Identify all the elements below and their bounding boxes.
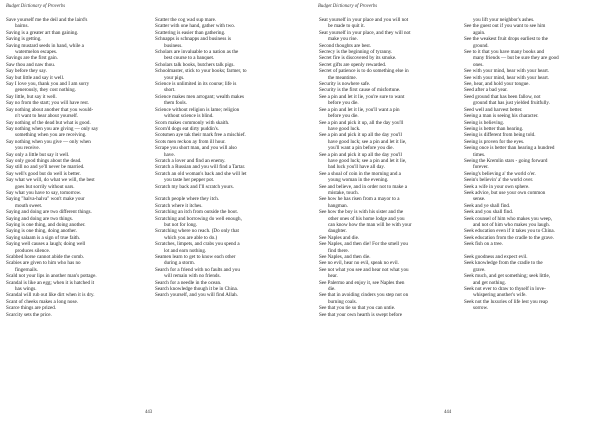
proverb-line: daughter. [328, 228, 347, 235]
proverb-line: Seeing a man is seeing his character. [464, 113, 539, 120]
proverb-line: has wings. [15, 286, 37, 293]
proverb-line: Saying well causes a laugh; doing well [6, 241, 86, 248]
proverb-line: Scald not your lips in another man's pottage. [6, 273, 97, 280]
proverb-line: Seeing is better than hearing. [464, 125, 524, 132]
proverb-line: forever. [473, 164, 489, 171]
proverb-line: sense. [473, 196, 486, 203]
proverb-line: Saving mustard seeds in hand, while a [6, 42, 84, 49]
proverb-line: Search for a friend with no faults and you [155, 266, 240, 273]
proverb-line: See a shoal of coin in the morning and a [319, 170, 401, 177]
proverb-line: have good luck; see a pin and let it lie, [328, 138, 407, 145]
proverb-line: you lift your neighbor's ashes. [473, 17, 535, 23]
proverb-line: Say I love you, thank you and I am sorry [6, 81, 90, 88]
proverb-line: generously, they cost nothing. [15, 87, 76, 94]
proverb-line: Say what we will, do what we will, the best [6, 177, 95, 184]
proverb-line: Seek education even if it takes you to China. [464, 228, 555, 235]
proverb-line: Secret fire is discovered by its smoke. [319, 55, 397, 62]
proverb-line: before you die. [328, 100, 359, 107]
proverb-line: goes but sorrily without oars. [15, 183, 75, 190]
proverb-line: Scatter with one hand, gather with two. [155, 23, 236, 30]
proverb-line: Scratches, limpets, and crabs you spend a [155, 241, 240, 248]
proverb-line: have. [164, 151, 175, 158]
proverb-line: Scorn makes commonly with skaith. [155, 119, 230, 126]
proverb-line: watermelon escapes. [15, 49, 58, 56]
proverb-line: Scratch an old woman's back and she will let [155, 170, 247, 177]
proverb-line: Seeing the Kremlin stars - going forward [464, 157, 548, 164]
proverb-line: will remain with no friends. [164, 273, 221, 280]
proverb-line: Second thoughts are best. [319, 42, 372, 49]
proverb-line: Security is nowhere safe. [319, 81, 371, 88]
proverb-line: can know how the man will be with your [328, 222, 412, 228]
proverb-line: Saying is one thing, and doing another. [6, 222, 86, 228]
proverb-line: you receive. [15, 145, 40, 152]
proverb-line: times. [473, 151, 486, 158]
proverb-line: Seed after a bad year. [464, 87, 508, 94]
proverb-line: Seat yourself in your place and you will not [319, 17, 409, 23]
proverb-line: See with your mind, hear with your heart. [464, 68, 550, 75]
proverb-line: whispering another's wife. [473, 292, 527, 299]
proverb-line: Say nothing about another that you would- [6, 106, 94, 113]
proverb-line: See the weakest fruit drops earliest to the [464, 36, 548, 43]
proverb-line: See and believe, and in order not to make a [319, 183, 407, 190]
proverb-line: Scabbed horse cannot abide the comb. [6, 254, 85, 261]
proverb-line: Scholars are invaluable to a nation as the [155, 49, 239, 56]
proverb-line: many friends — but be sure they are good [473, 55, 559, 62]
proverb-line: Saying "halva-halva" won't make your [6, 196, 85, 203]
proverb-line: n't want to hear about yourself. [15, 113, 79, 120]
proverb-line: make you rise. [328, 36, 358, 43]
proverb-line: Saving is a greater art than gaining. [6, 29, 79, 36]
proverb-line: Scandal will rub out like dirt when it is dry. [6, 292, 95, 299]
proverb-line: Science without religion is lame; religion [155, 106, 240, 113]
proverb-line: Say what you have to say, tomorrow. [6, 189, 82, 196]
proverb-line: burning coals. [328, 298, 357, 305]
proverb-line: Say only good things about the dead. [6, 157, 82, 164]
proverb-line: Seek not the luxuries of life lest you reap [464, 298, 548, 305]
proverb-line: Seek advice, but use your own common [464, 189, 546, 196]
proverb-line: Seek much, and get something; seek little, [464, 273, 551, 280]
proverb-line: business. [164, 42, 183, 49]
proverb-line: Scholars talk books, butchers talk pigs. [155, 61, 235, 68]
proverb-line: See Palermo and enjoy it, see Naples then [319, 279, 405, 286]
proverb-line: ground. [473, 42, 489, 49]
proverb-line: Seed well and harvest better. [464, 106, 523, 113]
proverb-line: have good luck. [328, 125, 361, 132]
proverb-line: and not of him who makes you laugh. [473, 222, 550, 228]
page-number: 443 [145, 410, 153, 415]
proverb-line: See the guest out if you want to see him [464, 23, 546, 30]
proverb-line: Search knowledge though it be in China. [155, 286, 239, 293]
proverb-line: mistake, touch. [328, 189, 359, 196]
proverb-line: Scratch my back and I'll scratch yours. [155, 183, 234, 190]
page-number: 444 [444, 410, 452, 415]
proverb-line: See not what you see and hear not what you [319, 266, 409, 273]
proverb-line: Seed ground that has been fallow, not [464, 93, 541, 100]
proverb-line: Science makes men arrogant; wealth makes [155, 93, 244, 100]
proverb-line: Science is unlimited in its course; life is [155, 81, 237, 88]
proverb-line: them fools. [164, 100, 187, 107]
proverb-line: See Naples, and then die! For the smell you [319, 241, 408, 248]
proverb-line: Saw thou and naw thou. [6, 61, 56, 68]
proverb-line: Savings are the first gain. [6, 55, 58, 62]
proverb-line: Say still no and ye'll never be married. [6, 164, 85, 171]
proverb-line: which you are able to do.) [164, 234, 218, 241]
running-header: Budget Dictionary of Proverbs [318, 4, 378, 9]
proverb-line: Say only a little but say it well. [6, 151, 70, 158]
proverb-line: See a pin and pick it up all the day you'll [319, 151, 402, 158]
proverb-line: Seeing is believing. [464, 119, 505, 126]
proverb-line: See how he has risen from a mayor to a [319, 196, 400, 203]
proverb-line: See Naples and die. [319, 234, 360, 241]
right-page [300, 0, 600, 424]
proverb-line: Scratch where it itches. [155, 202, 203, 209]
proverb-line: See a pin and pick it up all the day you'll [319, 132, 402, 139]
proverb-line: Secret gifts are openly rewarded. [319, 61, 387, 68]
proverb-line: Scarce things are prized. [6, 305, 57, 312]
proverb-line: Scratching an itch from outside the boot. [155, 209, 239, 216]
proverb-line: lot and earn nothing. [164, 247, 207, 254]
proverb-line: See how the boy is with his sister and the [319, 209, 404, 216]
proverb-line: See that your own hearth is swept before [319, 311, 403, 318]
proverb-line: Scratch a lover and find an enemy. [155, 157, 226, 164]
proverb-line: during a storm. [164, 260, 195, 267]
proverb-line: the meantime. [328, 74, 357, 81]
proverb-line: grave. [473, 266, 486, 273]
proverb-line: mouth sweet. [15, 202, 43, 209]
proverb-line: before you die. [328, 113, 359, 120]
proverb-line: fingernails. [15, 266, 39, 273]
proverb-line: Schnapps is schnapps and business is [155, 36, 231, 43]
proverb-line: See Naples, and then die. [319, 254, 371, 261]
proverb-line: something when you are receiving. [15, 132, 87, 139]
proverb-line: Scorn'd dogs eat dirty puddin's. [155, 125, 219, 132]
proverb-line: Say little, but say it well. [6, 93, 57, 100]
proverb-line: Seeing's believing a' the world o'er. [464, 170, 536, 177]
proverb-line: Saying and doing are two different things. [6, 209, 92, 216]
right-page-column-2 [464, 17, 598, 312]
proverb-line: Scatter the cog wad sup mare. [155, 17, 217, 23]
proverb-line: best course to a banquet. [164, 55, 215, 62]
right-page-column-1 [319, 17, 453, 318]
proverb-line: bairns. [15, 23, 29, 30]
proverb-line: Scrape you short man, and you will also [155, 145, 237, 152]
proverb-line: Say no from the start; you will have rest. [6, 100, 90, 107]
proverb-line: Scattering is easier than gathering. [155, 29, 226, 36]
running-header: Budget Dictionary of Proverbs [6, 4, 66, 9]
proverb-line: Scotsmen aye tak their mark free a mischief. [155, 132, 246, 139]
proverb-line: Scratch people where they itch. [155, 196, 220, 203]
proverb-line: other ones of his home lodge and you [328, 215, 405, 222]
proverb-line: Saying and doing are two things. [6, 215, 74, 222]
proverb-line: See a pin and let it lie, you're sure to want [319, 93, 405, 100]
proverb-line: young woman in the evening. [328, 177, 389, 184]
proverb-line: Seamen learn to get to know each other [155, 254, 236, 261]
proverb-line: be made to quit it. [328, 23, 365, 30]
proverb-line: sorrow. [473, 305, 489, 312]
proverb-line: ground that has just yielded fruitfully. [473, 100, 550, 107]
proverb-line: Search yourself, and you will find Allah. [155, 292, 238, 299]
proverb-line: without science is blind. [164, 113, 214, 120]
proverb-line: Secret of patience is to do something else in [319, 68, 409, 75]
proverb-line: Seek and you shall find. [464, 209, 514, 216]
proverb-line: hangman. [328, 202, 348, 209]
proverb-line: hear. [328, 273, 338, 280]
proverb-line: Seek knowledge from the cradle to the [464, 260, 543, 267]
proverb-line: Seat yourself in your place, and they will not [319, 29, 411, 36]
proverb-line: Scratch a Russian and you will find a Tartar. [155, 164, 246, 171]
proverb-line: Saying is one thing, doing another. [6, 228, 77, 235]
proverb-line: Saving is getting. [6, 36, 42, 43]
proverb-line: Scant of cheeks makes a long nose. [6, 298, 78, 305]
proverb-line: Scandal is like an egg; when it is hatched it [6, 279, 95, 286]
proverb-line: Say nothing of the dead but what is good. [6, 119, 91, 126]
proverb-line: short. [164, 87, 176, 94]
proverb-line: ones. [473, 61, 484, 68]
proverb-line: Say nothing when you give — only when [6, 138, 91, 145]
proverb-line: See, hear, and hold your tongue. [464, 81, 530, 88]
proverb-line: Scabies are given to him who has no [6, 260, 81, 267]
proverb-line: Security is the first cause of misfortune. [319, 87, 401, 94]
proverb-line: See a pin and let it lie, you'll want a pin [319, 106, 400, 113]
proverb-line: die. [328, 286, 336, 293]
proverb-line: Seek a wife in your own sphere. [464, 183, 530, 190]
proverb-line: Seeing is different from being told. [464, 132, 536, 139]
proverb-line: Seein's believin' a' the world over. [464, 177, 534, 184]
proverb-line: again. [473, 29, 486, 36]
left-page-column-2 [155, 17, 289, 299]
proverb-line: Search for a needle in the ocean. [155, 279, 222, 286]
proverb-line: Seek not ever to draw to thyself in love- [464, 286, 546, 293]
proverb-line: Say but little and say it well. [6, 74, 65, 81]
proverb-line: and get nothing. [473, 279, 506, 286]
proverb-line: Seek education from the cradle to the grave. [464, 234, 554, 241]
proverb-line: Say well's good but do well is better. [6, 170, 81, 177]
proverb-line: but not for long. [164, 222, 198, 228]
proverb-line: Seek counsel of him who makes you weep, [464, 215, 552, 222]
proverb-line: Schoolmaster, stick to your books; farmer, to [155, 68, 247, 75]
proverb-line: Say before they say. [6, 68, 47, 75]
proverb-line: See no evil, hear no evil, speak no evil. [319, 260, 399, 267]
proverb-line: Seeing once is better than hearing a hundred [464, 145, 555, 152]
proverb-line: Scots men reckon ay from ill hour. [155, 138, 226, 145]
proverb-line: Scarcity sets the price. [6, 311, 52, 318]
proverb-line: Seek fish on a tree. [464, 241, 503, 248]
proverb-line: Scratching and borrowing do well enough, [155, 215, 242, 222]
proverb-line: See a pin and pick it up, all the day you'll [319, 119, 404, 126]
proverb-line: bad luck you'll have all day. [328, 164, 385, 171]
proverb-line: Save yourself me the deil and the laird's [6, 17, 88, 23]
proverb-line: your pigs. [164, 74, 185, 81]
proverb-line: See to it that you have many books and [464, 49, 545, 56]
proverb-line: you'll want a pin before you die. [328, 145, 394, 152]
proverb-line: have good luck; see a pin and let it lie, [328, 157, 407, 164]
proverb-line: Seek goodness and expect evil. [464, 254, 528, 261]
proverb-line: you taste her pepper pot. [164, 177, 215, 184]
proverb-line: Seeing is proven for the eyes. [464, 138, 525, 145]
proverb-line: find there. [328, 247, 349, 254]
proverb-line: Saying salaam is a sign of true faith. [6, 234, 81, 241]
left-page-column-1 [6, 17, 140, 318]
proverb-line: See with your mind, hear with your heart. [464, 74, 550, 81]
proverb-line: produces silence. [15, 247, 51, 254]
proverb-line: Say nothing when you are giving — only say [6, 125, 99, 132]
proverb-line: See that you tie so that you can untie. [319, 305, 396, 312]
proverb-line: Secrecy is the beginning of tyranny. [319, 49, 393, 56]
proverb-line: Seek and ye shall find. [464, 202, 511, 209]
proverb-line: Scratching where no reach. (Do only that [155, 228, 239, 235]
proverb-line: See that in avoiding cinders you step not on [319, 292, 409, 299]
